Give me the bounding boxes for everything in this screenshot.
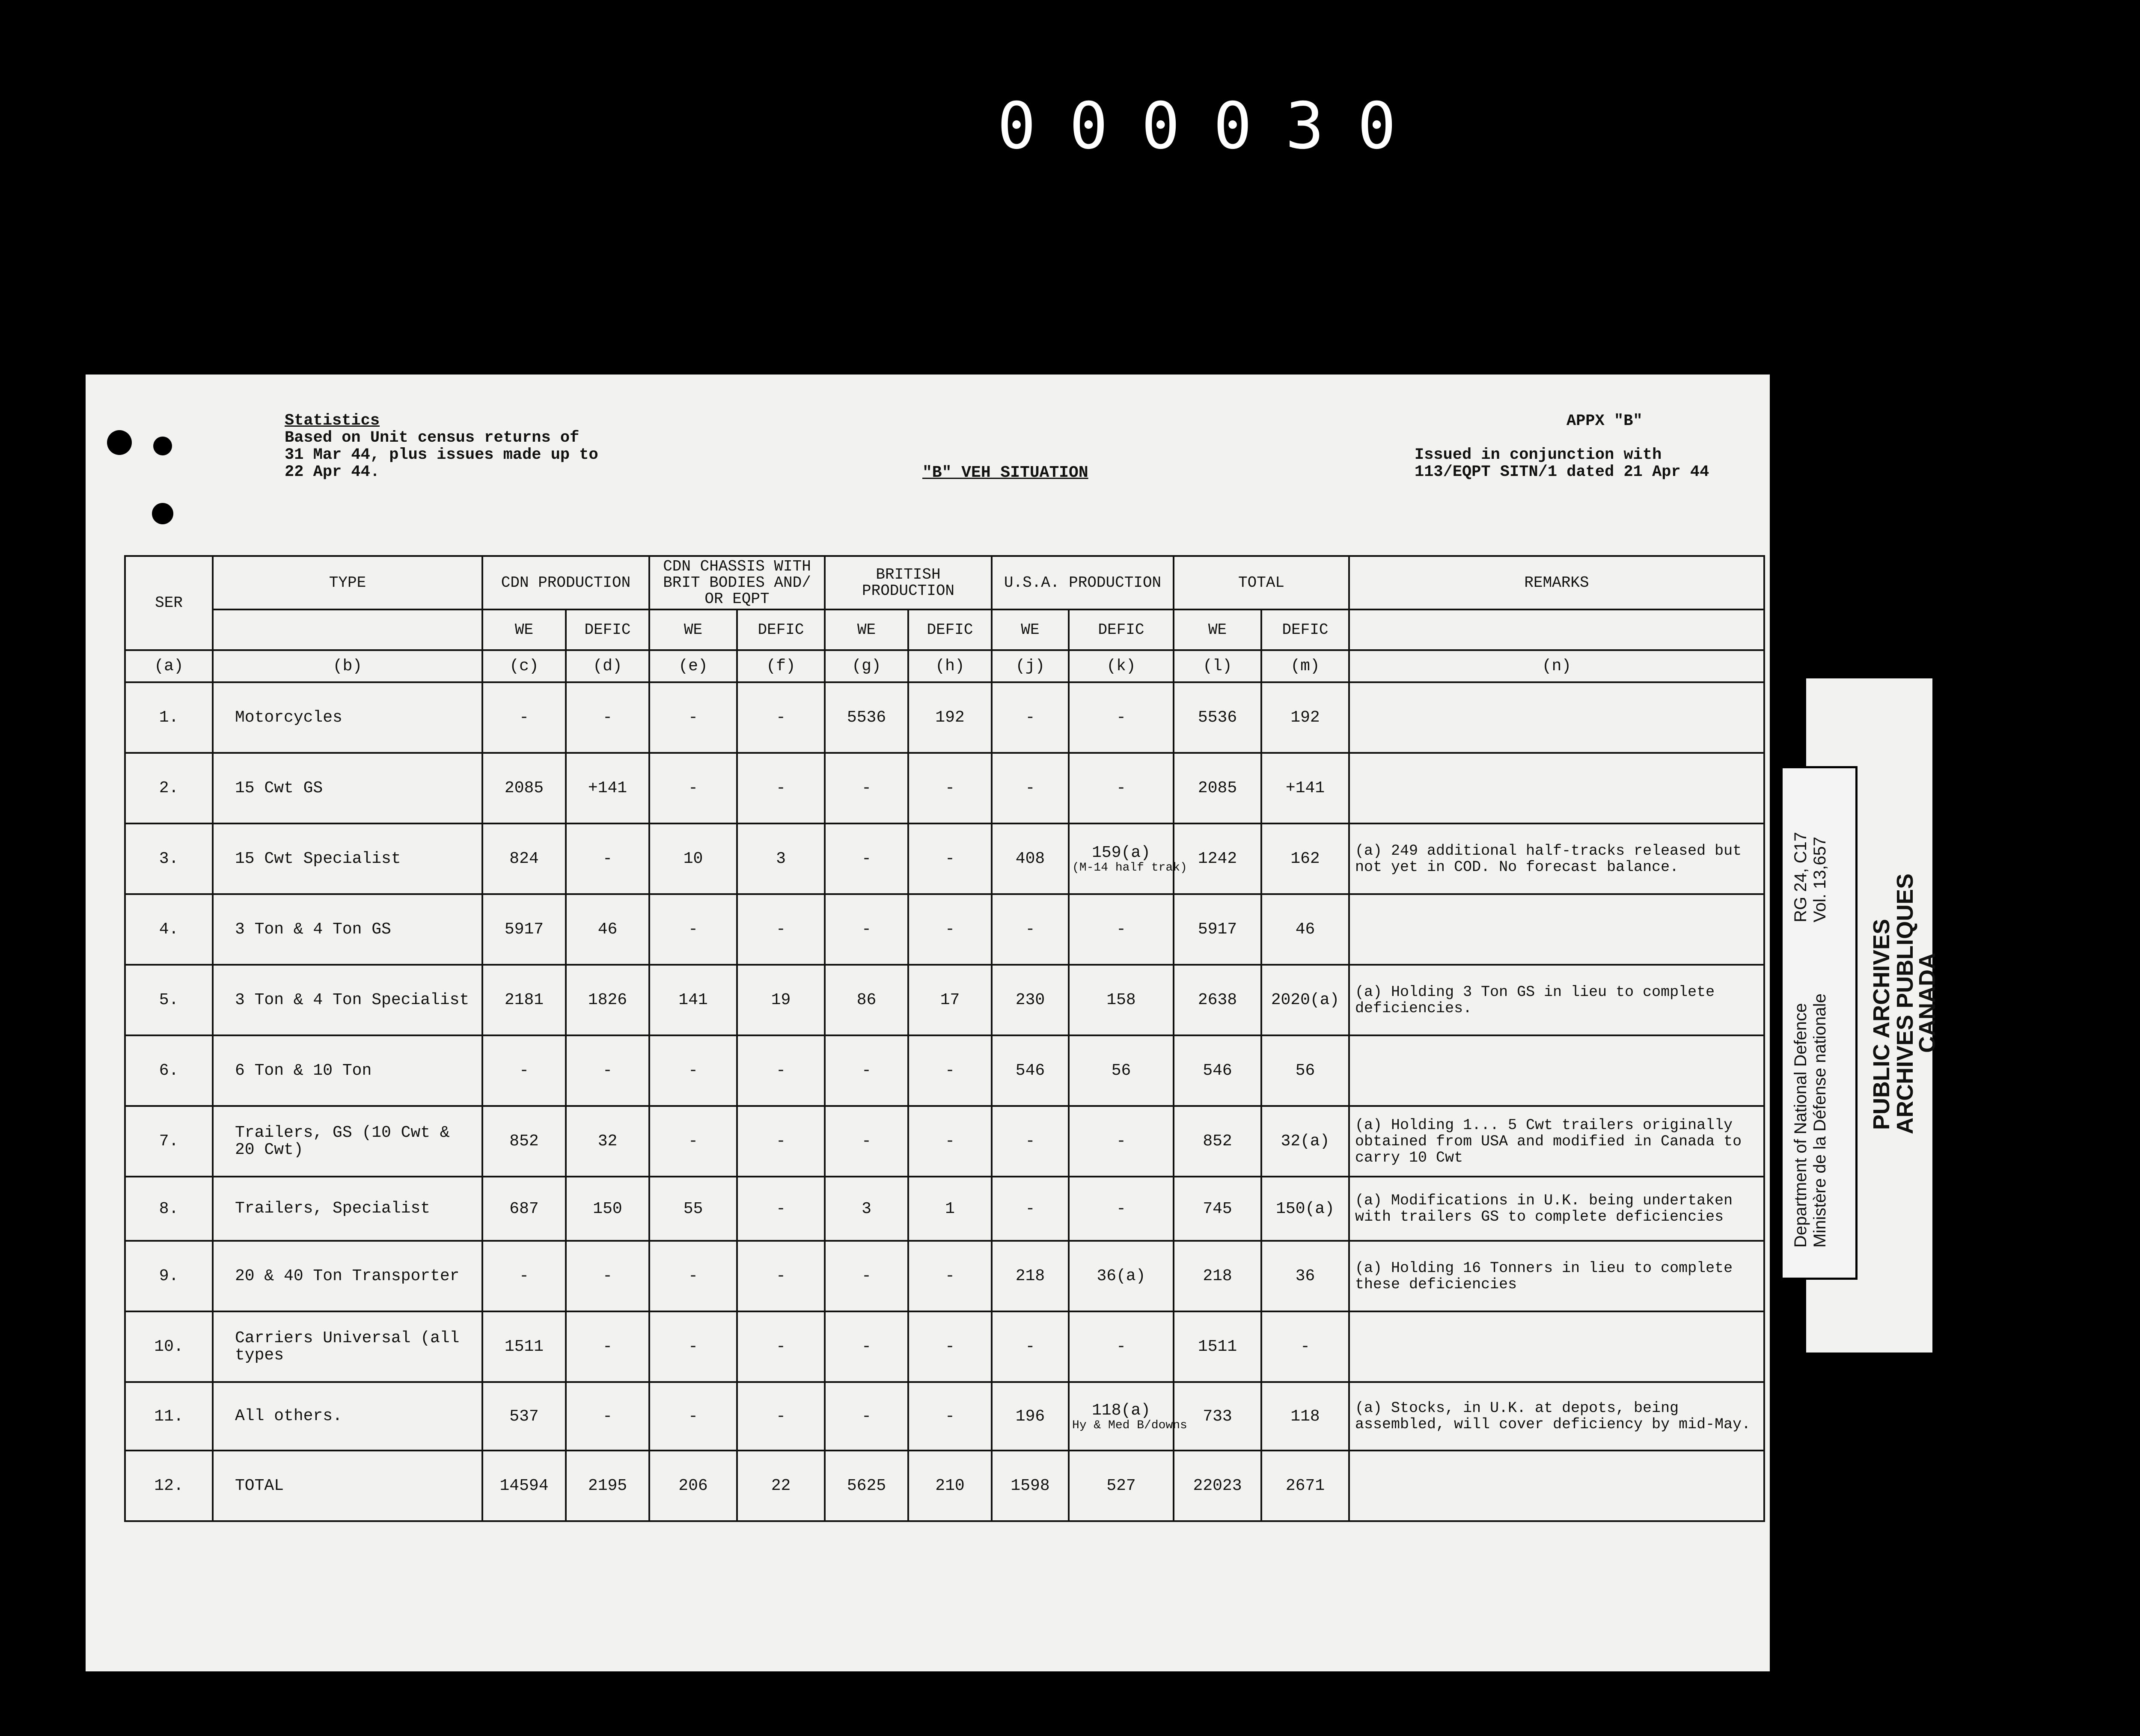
value-cell-l: 2638 — [1174, 965, 1261, 1035]
value-cell-m: 162 — [1261, 823, 1349, 894]
punch-hole — [107, 430, 132, 455]
value-cell-d: - — [566, 1241, 649, 1311]
type-cell: 15 Cwt GS — [213, 753, 482, 823]
value-cell-h: - — [908, 823, 992, 894]
value-cell-h: - — [908, 753, 992, 823]
column-letter: (n) — [1349, 650, 1764, 682]
value-cell-k: - — [1069, 894, 1174, 965]
ser-cell: 9. — [125, 1241, 213, 1311]
value-cell-m: 2020(a) — [1261, 965, 1349, 1035]
value-cell-m: 118 — [1261, 1382, 1349, 1451]
type-cell: Trailers, GS (10 Cwt & 20 Cwt) — [213, 1106, 482, 1177]
remarks-cell — [1349, 1311, 1764, 1382]
value-cell-k — [1069, 1382, 1187, 1451]
archive-dept-en: Department of National Defence — [1791, 1003, 1810, 1248]
value-cell-j: - — [992, 1106, 1069, 1177]
header-ser: SER — [125, 556, 213, 650]
remarks-cell — [1349, 1035, 1764, 1106]
column-letter: (f) — [737, 650, 825, 682]
header-defic: DEFIC — [737, 609, 825, 650]
value-cell-g: - — [825, 1035, 908, 1106]
punch-hole — [152, 503, 173, 524]
header-remarks-blank — [1349, 609, 1764, 650]
value-cell-g: 5536 — [825, 682, 908, 753]
value-cell-f: - — [737, 1177, 825, 1241]
value-cell-g: - — [825, 1106, 908, 1177]
value-cell-d: +141 — [566, 753, 649, 823]
type-cell: 3 Ton & 4 Ton Specialist — [213, 965, 482, 1035]
value-cell-m: 32(a) — [1261, 1106, 1349, 1177]
value-cell-f: 3 — [737, 823, 825, 894]
issued-line: 113/EQPT SITN/1 dated 21 Apr 44 — [1415, 463, 1709, 481]
value-cell-f: 22 — [737, 1451, 825, 1521]
value-cell-l: 733 — [1174, 1382, 1261, 1451]
value-cell-k: 527 — [1069, 1451, 1174, 1521]
header-type: TYPE — [213, 556, 482, 609]
remarks-cell — [1349, 894, 1764, 965]
remarks-cell: (a) Holding 16 Tonners in lieu to complete these deficiencies — [1349, 1241, 1764, 1311]
remarks-cell: (a) 249 additional half-tracks released but not yet in COD. No forecast balance. — [1349, 823, 1764, 894]
value-cell-j: 1598 — [992, 1451, 1069, 1521]
table-row — [125, 1382, 1764, 1451]
frame-number: 000030 — [997, 89, 1430, 163]
vehicle-situation-table — [124, 555, 1765, 1522]
value-cell-d: 46 — [566, 894, 649, 965]
value-cell-k: 36(a) — [1069, 1241, 1174, 1311]
value-cell-k: - — [1069, 1106, 1174, 1177]
header-defic: DEFIC — [1261, 609, 1349, 650]
value-cell-f: - — [737, 1382, 825, 1451]
value-cell-m: 150(a) — [1261, 1177, 1349, 1241]
value-cell-c: 14594 — [482, 1451, 566, 1521]
value-cell-e: 10 — [649, 823, 737, 894]
remarks-cell — [1349, 682, 1764, 753]
ser-cell: 4. — [125, 894, 213, 965]
archive-rg: RG 24, C17 — [1791, 832, 1810, 922]
value-cell-j: - — [992, 1311, 1069, 1382]
value-text: 118(a) — [1092, 1401, 1150, 1420]
value-cell-k: - — [1069, 682, 1174, 753]
header-british-production: BRITISH PRODUCTION — [825, 556, 992, 609]
header-we: WE — [825, 609, 908, 650]
value-cell-l: 546 — [1174, 1035, 1261, 1106]
value-cell-m: 2671 — [1261, 1451, 1349, 1521]
value-cell-f: - — [737, 753, 825, 823]
document-sheet — [86, 375, 1770, 1671]
header-we: WE — [649, 609, 737, 650]
value-cell-h: - — [908, 1382, 992, 1451]
remarks-cell: (a) Holding 3 Ton GS in lieu to complete deficiencies. — [1349, 965, 1764, 1035]
value-cell-j: 408 — [992, 823, 1069, 894]
column-letter: (j) — [992, 650, 1069, 682]
archive-country: CANADA — [1914, 953, 1940, 1053]
type-cell: 3 Ton & 4 Ton GS — [213, 894, 482, 965]
value-cell-j: - — [992, 682, 1069, 753]
archive-name-en: PUBLIC ARCHIVES — [1869, 919, 1894, 1130]
value-cell-m: 46 — [1261, 894, 1349, 965]
value-cell-h: - — [908, 1241, 992, 1311]
table-row — [125, 1106, 1764, 1177]
value-cell-j: 196 — [992, 1382, 1069, 1451]
value-cell-e: - — [649, 1311, 737, 1382]
value-cell-g: - — [825, 1382, 908, 1451]
archive-stamp — [1780, 766, 1858, 1280]
value-cell-k: - — [1069, 1177, 1174, 1241]
value-cell-f: - — [737, 682, 825, 753]
appendix-label: APPX "B" — [1566, 412, 1643, 430]
issued-note — [1415, 446, 1709, 481]
value-cell-d: 2195 — [566, 1451, 649, 1521]
value-cell-j: - — [992, 1177, 1069, 1241]
type-cell: All others. — [213, 1382, 482, 1451]
archive-vol: Vol. 13,657 — [1810, 836, 1829, 922]
header-defic: DEFIC — [566, 609, 649, 650]
value-note: Hy & Med B/downs — [1072, 1418, 1187, 1432]
header-remarks: REMARKS — [1349, 556, 1764, 609]
header-we: WE — [482, 609, 566, 650]
column-letter: (e) — [649, 650, 737, 682]
value-cell-m: 36 — [1261, 1241, 1349, 1311]
table-row — [125, 1311, 1764, 1382]
ser-cell: 3. — [125, 823, 213, 894]
value-cell-l: 2085 — [1174, 753, 1261, 823]
header-cdn-production: CDN PRODUCTION — [482, 556, 649, 609]
remarks-cell — [1349, 753, 1764, 823]
value-cell-m: 192 — [1261, 682, 1349, 753]
ser-cell: 2. — [125, 753, 213, 823]
value-cell-c: 852 — [482, 1106, 566, 1177]
value-cell-g: 86 — [825, 965, 908, 1035]
header-we: WE — [992, 609, 1069, 650]
table-row — [125, 1177, 1764, 1241]
statistics-line: 31 Mar 44, plus issues made up to — [285, 446, 598, 464]
value-cell-d: 32 — [566, 1106, 649, 1177]
remarks-cell: (a) Holding 1... 5 Cwt trailers originally obtained from USA and modified in Canada to carry 10 Cwt — [1349, 1106, 1764, 1177]
type-cell: Trailers, Specialist — [213, 1177, 482, 1241]
type-cell: Carriers Universal (all types — [213, 1311, 482, 1382]
type-cell: 6 Ton & 10 Ton — [213, 1035, 482, 1106]
value-cell-k: - — [1069, 753, 1174, 823]
value-cell-c: 687 — [482, 1177, 566, 1241]
value-cell-h: 1 — [908, 1177, 992, 1241]
statistics-title: Statistics — [285, 412, 380, 430]
type-cell: 15 Cwt Specialist — [213, 823, 482, 894]
value-cell-j: 546 — [992, 1035, 1069, 1106]
column-letter: (g) — [825, 650, 908, 682]
remarks-cell — [1349, 1451, 1764, 1521]
archive-name-fr: ARCHIVES PUBLIQUES — [1892, 873, 1918, 1134]
value-cell-e: - — [649, 753, 737, 823]
value-cell-l: 22023 — [1174, 1451, 1261, 1521]
statistics-note — [285, 412, 598, 481]
value-cell-g: 3 — [825, 1177, 908, 1241]
value-cell-l: 745 — [1174, 1177, 1261, 1241]
column-letter: (h) — [908, 650, 992, 682]
value-cell-k: 158 — [1069, 965, 1174, 1035]
value-cell-g: - — [825, 1311, 908, 1382]
statistics-line: Based on Unit census returns of — [285, 429, 580, 447]
column-letter-row — [125, 650, 1764, 682]
value-cell-d: - — [566, 1311, 649, 1382]
value-cell-h: - — [908, 1311, 992, 1382]
column-letter: (b) — [213, 650, 482, 682]
column-letter: (d) — [566, 650, 649, 682]
value-cell-d: - — [566, 823, 649, 894]
header-type-blank — [213, 609, 482, 650]
type-cell: 20 & 40 Ton Transporter — [213, 1241, 482, 1311]
header-defic: DEFIC — [908, 609, 992, 650]
remarks-cell: (a) Stocks, in U.K. at depots, being assembled, will cover deficiency by mid-May. — [1349, 1382, 1764, 1451]
value-cell-c: 537 — [482, 1382, 566, 1451]
column-letter: (m) — [1261, 650, 1349, 682]
table-body — [125, 682, 1764, 1521]
value-cell-e: - — [649, 1241, 737, 1311]
value-cell-l: 1242 — [1174, 823, 1261, 894]
table-row — [125, 1035, 1764, 1106]
header-defic: DEFIC — [1069, 609, 1174, 650]
value-cell-d: - — [566, 1382, 649, 1451]
value-cell-c: - — [482, 1241, 566, 1311]
ser-cell: 6. — [125, 1035, 213, 1106]
value-cell-m: - — [1261, 1311, 1349, 1382]
value-cell-j: 218 — [992, 1241, 1069, 1311]
ser-cell: 10. — [125, 1311, 213, 1382]
value-cell-e: - — [649, 1035, 737, 1106]
value-cell-e: 141 — [649, 965, 737, 1035]
value-cell-g: - — [825, 1241, 908, 1311]
header-we: WE — [1174, 609, 1261, 650]
column-letter: (a) — [125, 650, 213, 682]
table-row — [125, 823, 1764, 894]
value-cell-l: 5917 — [1174, 894, 1261, 965]
ser-cell: 5. — [125, 965, 213, 1035]
ser-cell: 7. — [125, 1106, 213, 1177]
value-cell-d: 1826 — [566, 965, 649, 1035]
column-letter: (c) — [482, 650, 566, 682]
value-cell-j: - — [992, 753, 1069, 823]
value-cell-f: - — [737, 1311, 825, 1382]
value-cell-f: - — [737, 1035, 825, 1106]
value-cell-m: 56 — [1261, 1035, 1349, 1106]
document-title: "B" VEH SITUATION — [922, 464, 1088, 482]
column-letter: (k) — [1069, 650, 1174, 682]
table-row — [125, 1451, 1764, 1521]
value-cell-h: 17 — [908, 965, 992, 1035]
table-row — [125, 1241, 1764, 1311]
type-cell: TOTAL — [213, 1451, 482, 1521]
value-cell-g: - — [825, 753, 908, 823]
value-cell-e: - — [649, 894, 737, 965]
header-cdn-chassis: CDN CHASSIS WITH BRIT BODIES AND/ OR EQPT — [649, 556, 825, 609]
value-cell-c: 2085 — [482, 753, 566, 823]
value-cell-l: 5536 — [1174, 682, 1261, 753]
value-cell-e: - — [649, 682, 737, 753]
value-cell-g: 5625 — [825, 1451, 908, 1521]
remarks-cell: (a) Modifications in U.K. being undertaken with trailers GS to complete deficiencies — [1349, 1177, 1764, 1241]
table-row — [125, 894, 1764, 965]
value-cell-c: 824 — [482, 823, 566, 894]
value-cell-c: 2181 — [482, 965, 566, 1035]
value-cell-c: - — [482, 682, 566, 753]
table-row — [125, 965, 1764, 1035]
value-cell-e: 55 — [649, 1177, 737, 1241]
value-cell-l: 852 — [1174, 1106, 1261, 1177]
value-cell-e: - — [649, 1382, 737, 1451]
ser-cell: 11. — [125, 1382, 213, 1451]
ser-cell: 1. — [125, 682, 213, 753]
value-cell-l: 1511 — [1174, 1311, 1261, 1382]
value-cell-h: 210 — [908, 1451, 992, 1521]
value-cell-f: - — [737, 1241, 825, 1311]
type-cell: Motorcycles — [213, 682, 482, 753]
value-cell-h: - — [908, 894, 992, 965]
value-cell-g: - — [825, 894, 908, 965]
value-cell-m: +141 — [1261, 753, 1349, 823]
value-cell-k — [1069, 823, 1187, 894]
header-usa-production: U.S.A. PRODUCTION — [992, 556, 1174, 609]
value-cell-c: 5917 — [482, 894, 566, 965]
header-total: TOTAL — [1174, 556, 1349, 609]
value-cell-h: 192 — [908, 682, 992, 753]
issued-line: Issued in conjunction with — [1415, 446, 1662, 464]
value-cell-k: 56 — [1069, 1035, 1174, 1106]
statistics-line: 22 Apr 44. — [285, 463, 380, 481]
value-cell-e: - — [649, 1106, 737, 1177]
value-text: 159(a) — [1092, 844, 1150, 862]
archive-dept-fr: Ministère de la Défense nationale — [1810, 993, 1829, 1248]
value-cell-c: - — [482, 1035, 566, 1106]
ser-cell: 8. — [125, 1177, 213, 1241]
table-row — [125, 753, 1764, 823]
value-cell-e: 206 — [649, 1451, 737, 1521]
value-note: (M-14 half trak) — [1072, 861, 1187, 874]
value-cell-g: - — [825, 823, 908, 894]
value-cell-f: - — [737, 1106, 825, 1177]
value-cell-d: - — [566, 1035, 649, 1106]
value-cell-d: - — [566, 682, 649, 753]
value-cell-c: 1511 — [482, 1311, 566, 1382]
table-row — [125, 682, 1764, 753]
value-cell-h: - — [908, 1106, 992, 1177]
value-cell-h: - — [908, 1035, 992, 1106]
value-cell-d: 150 — [566, 1177, 649, 1241]
value-cell-l: 218 — [1174, 1241, 1261, 1311]
value-cell-k: - — [1069, 1311, 1174, 1382]
value-cell-j: - — [992, 894, 1069, 965]
value-cell-f: - — [737, 894, 825, 965]
value-cell-f: 19 — [737, 965, 825, 1035]
column-letter: (l) — [1174, 650, 1261, 682]
ser-cell: 12. — [125, 1451, 213, 1521]
punch-hole — [153, 437, 172, 455]
value-cell-j: 230 — [992, 965, 1069, 1035]
